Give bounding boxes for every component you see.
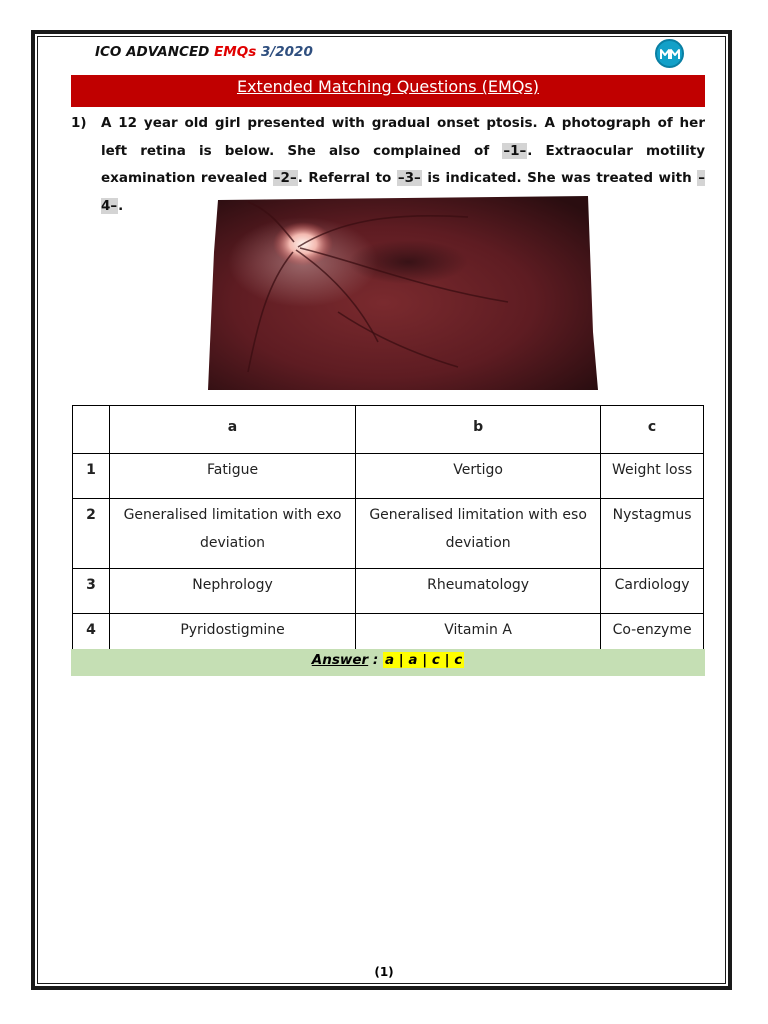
option-cell: Generalised limitation with exo deviation (110, 499, 356, 569)
question-part: . (118, 197, 124, 214)
option-cell: Vitamin A (356, 614, 601, 673)
header-prefix: ICO ADVANCED (95, 44, 215, 60)
option-cell: Fatigue (110, 454, 356, 499)
table-row (73, 454, 704, 499)
banner-title: Extended Matching Questions (EMQs) (236, 77, 540, 96)
row-number: 2 (73, 499, 110, 569)
table-row (73, 499, 704, 569)
option-cell: Pyridostigmine (110, 614, 356, 673)
answer-separator: : (368, 652, 383, 668)
option-cell: Generalised limitation with eso deviation (356, 499, 601, 569)
question-part: is indicated. She was treated with (421, 170, 698, 186)
option-cell: Weight loss (601, 454, 704, 499)
table-header-cell (73, 406, 110, 454)
blank-4: –4– (101, 170, 706, 214)
header-title (95, 44, 313, 60)
option-cell: Nephrology (110, 569, 356, 614)
header-emq: EMQs (214, 44, 257, 60)
table-header-cell: a (110, 406, 356, 454)
blank-1: –1– (503, 142, 527, 159)
retina-photograph (208, 192, 598, 390)
table-header-cell: c (601, 406, 704, 454)
option-cell: Nystagmus (601, 499, 704, 569)
row-number: 1 (73, 454, 110, 499)
question-part: . Referral to (297, 170, 397, 186)
options-table (72, 405, 704, 673)
logo-icon (655, 39, 684, 68)
question-part: . Extraocular motility examination revealed (101, 142, 705, 186)
table-header-cell: b (356, 406, 601, 454)
blank-3: –3– (397, 170, 421, 186)
option-cell: Cardiology (601, 569, 704, 614)
header-issue: 3/2020 (256, 44, 313, 60)
option-cell: Rheumatology (356, 569, 601, 614)
table-row (73, 569, 704, 614)
answer-label: Answer (311, 652, 369, 668)
question-part: A 12 year old girl presented with gradual onset ptosis. A photograph of her left retina is below. She also complained of (101, 115, 705, 159)
section-banner (71, 75, 705, 107)
row-number: 4 (73, 614, 110, 673)
question-number: 1) (71, 115, 87, 131)
option-cell: Co-enzyme (601, 614, 704, 673)
table-header-row (73, 406, 704, 454)
blank-2: –2– (273, 170, 297, 186)
option-cell: Vertigo (356, 454, 601, 499)
answer-values: a | a | c | c (384, 652, 463, 668)
row-number: 3 (73, 569, 110, 614)
page-number: (1) (374, 965, 394, 979)
answer-bar (71, 649, 705, 676)
